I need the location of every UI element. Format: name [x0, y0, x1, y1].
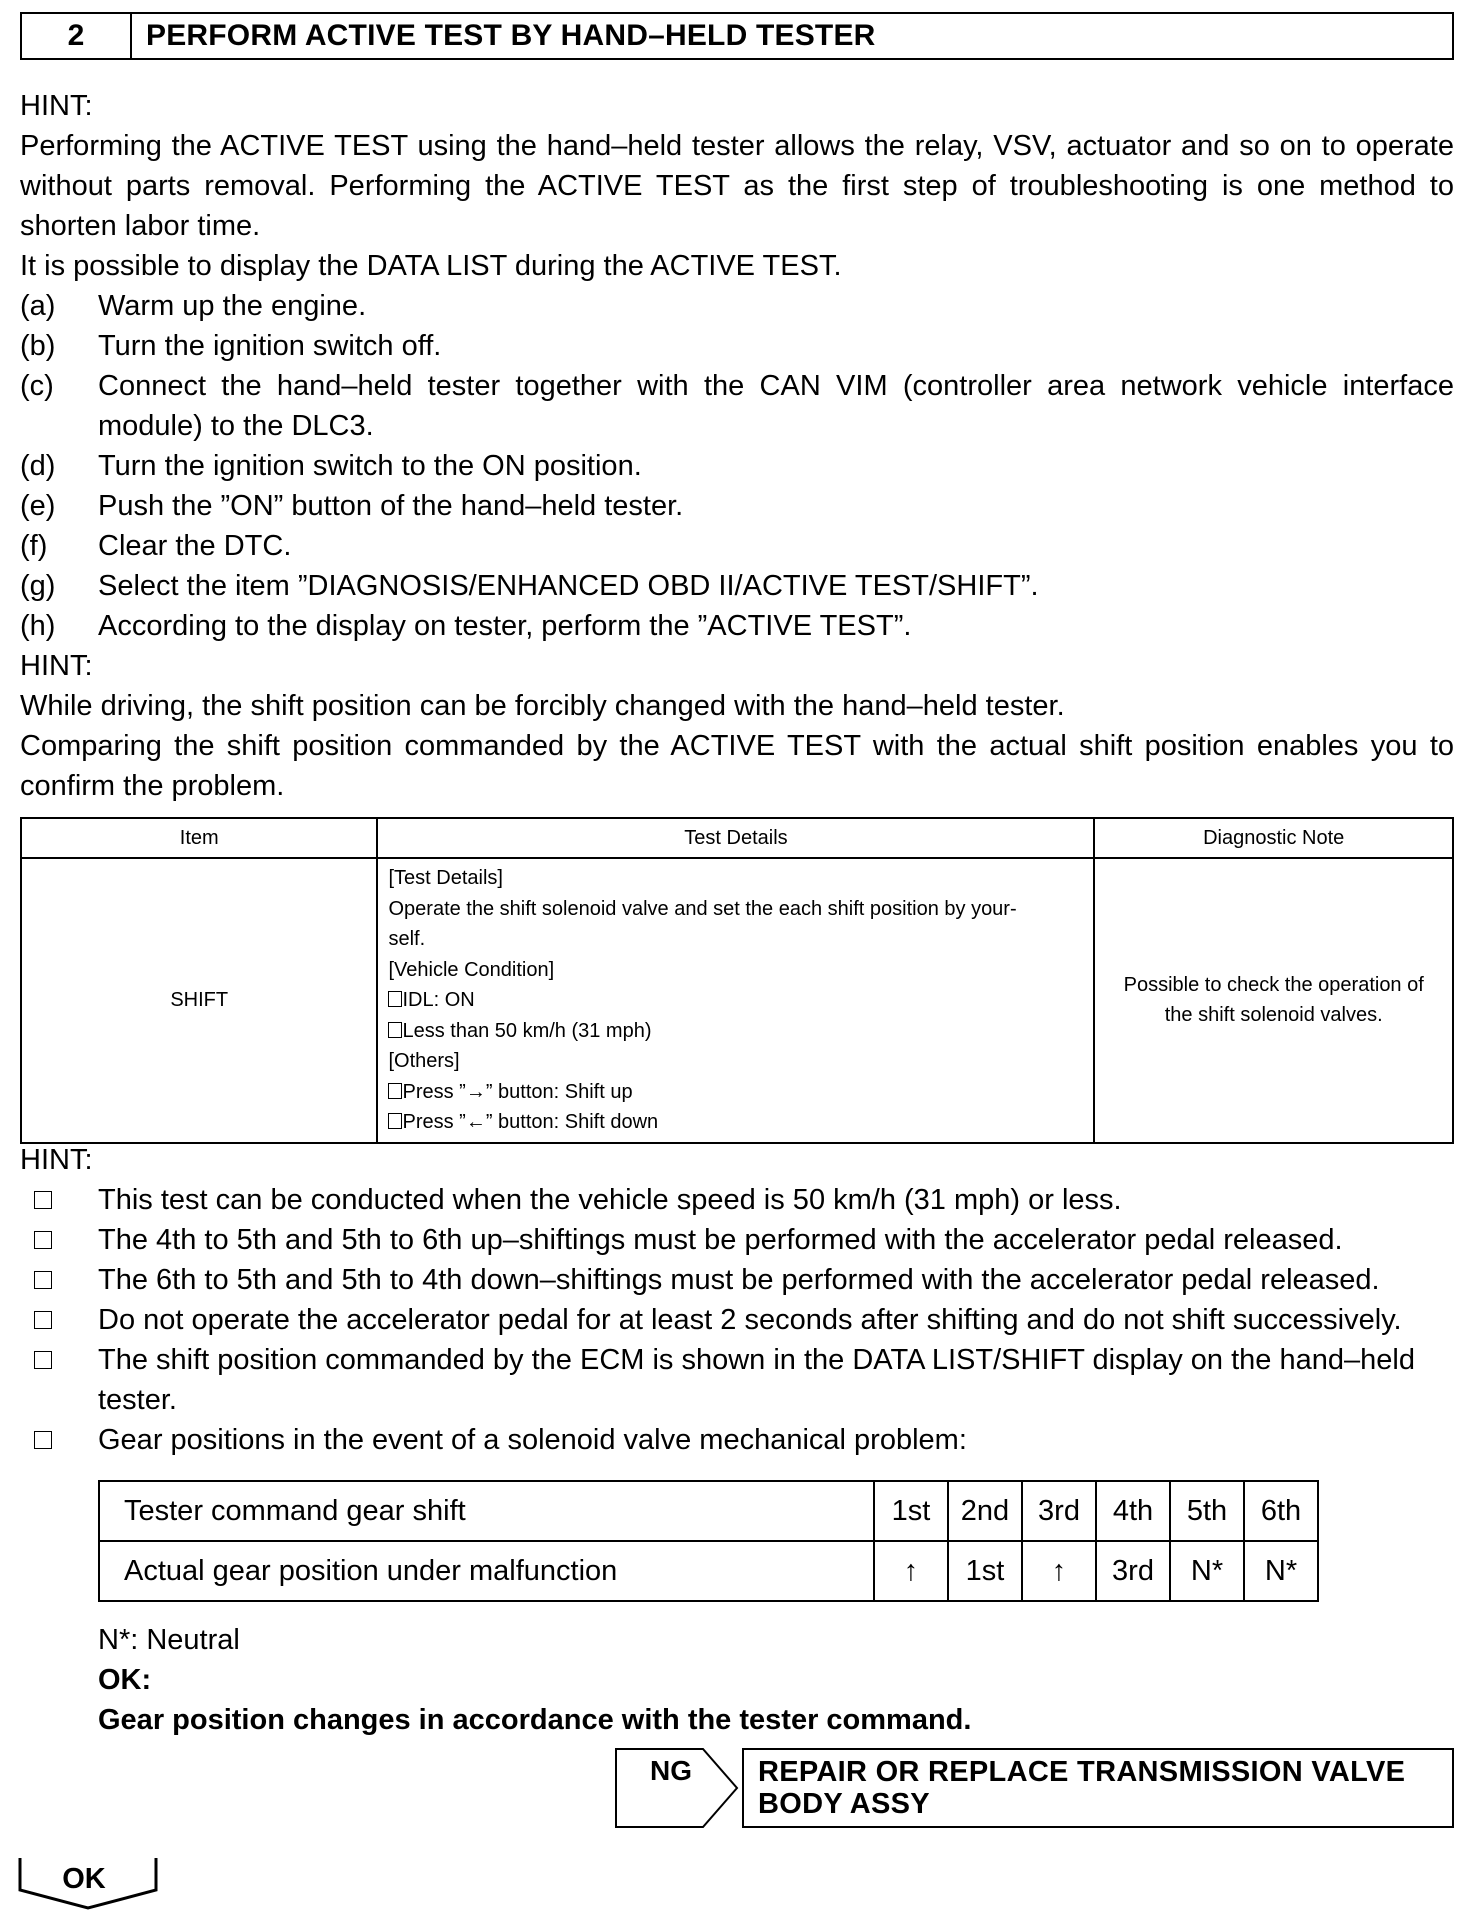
step-text: Warm up the engine.	[98, 290, 367, 322]
detail-line: self.	[388, 928, 426, 950]
gear-cell: 3rd	[1022, 1481, 1096, 1541]
detail-line: [Test Details]	[388, 867, 503, 889]
detail-line	[388, 1016, 1083, 1047]
active-test-table	[20, 817, 1454, 1144]
bullet-box-icon	[388, 1083, 402, 1099]
table-row	[21, 858, 1453, 1143]
step-title: PERFORM ACTIVE TEST BY HAND–HELD TESTER	[146, 19, 876, 52]
detail-text: Press ”→” button: Shift up	[402, 1080, 633, 1103]
step-label: (a)	[20, 290, 56, 322]
column-header: Test Details	[377, 818, 1094, 858]
gear-cell: 1st	[874, 1481, 948, 1541]
list-item	[20, 1220, 1454, 1260]
ok-criteria: Gear position changes in accordance with the tester command.	[98, 1704, 972, 1736]
checkbox-bullet-icon	[20, 1300, 98, 1340]
step-text: Push the ”ON” button of the hand–held tester.	[98, 490, 684, 522]
detail-line: [Others]	[388, 1050, 460, 1072]
detail-line: [Vehicle Condition]	[388, 958, 555, 981]
step-label: (b)	[20, 330, 56, 362]
detail-line	[388, 1107, 1083, 1138]
step-header	[20, 12, 1454, 60]
gear-cell: ↑	[1022, 1541, 1096, 1601]
bullet-box-icon	[388, 1022, 402, 1038]
gear-cell: ↑	[874, 1541, 948, 1601]
ok-tab-icon	[18, 1856, 158, 1912]
step-label: (c)	[20, 370, 54, 402]
step-text: Connect the hand–held tester together with the CAN VIM (controller area network vehicle interface module) to the DLC3.	[98, 370, 1454, 442]
test-details-cell	[377, 858, 1094, 1143]
step-label: (d)	[20, 450, 56, 482]
hint-text: The 4th to 5th and 5th to 6th up–shiftings must be performed with the accelerator pedal released.	[98, 1224, 1343, 1256]
item-cell: SHIFT	[21, 858, 377, 1143]
bullet-box-icon	[388, 991, 402, 1007]
gear-cell: 2nd	[948, 1481, 1022, 1541]
step-text: Select the item ”DIAGNOSIS/ENHANCED OBD II/ACTIVE TEST/SHIFT”.	[98, 570, 1039, 602]
detail-text: IDL: ON	[402, 989, 475, 1011]
gear-cell: 5th	[1170, 1481, 1244, 1541]
step-text: Clear the DTC.	[98, 530, 292, 562]
list-item	[20, 1260, 1454, 1300]
row-header: Tester command gear shift	[99, 1481, 874, 1541]
gear-cell: 6th	[1244, 1481, 1318, 1541]
checkbox-bullet-icon	[20, 1260, 98, 1300]
bullet-box-icon	[388, 1113, 402, 1129]
intro-paragraph: It is possible to display the DATA LIST during the ACTIVE TEST.	[20, 250, 842, 282]
row-header: Actual gear position under malfunction	[99, 1541, 874, 1601]
checkbox-bullet-icon	[20, 1340, 98, 1420]
list-item	[20, 1300, 1454, 1340]
gear-cell: N*	[1170, 1541, 1244, 1601]
gear-position-table	[98, 1480, 1319, 1602]
neutral-note: N*: Neutral	[98, 1624, 240, 1656]
hint-text: This test can be conducted when the vehicle speed is 50 km/h (31 mph) or less.	[98, 1184, 1122, 1216]
list-item	[20, 526, 1454, 566]
list-item	[20, 286, 1454, 326]
hint-text: The 6th to 5th and 5th to 4th down–shiftings must be performed with the accelerator pedal released.	[98, 1264, 1380, 1296]
list-item	[20, 1180, 1454, 1220]
list-item	[20, 566, 1454, 606]
list-item	[20, 446, 1454, 486]
checkbox-bullet-icon	[20, 1420, 98, 1460]
step-label: (h)	[20, 610, 56, 642]
gear-cell: 1st	[948, 1541, 1022, 1601]
hint-label: HINT:	[20, 650, 93, 682]
intro-section	[20, 86, 1454, 806]
detail-text: Press ”←” button: Shift down	[402, 1111, 659, 1133]
step-text: Turn the ignition switch off.	[98, 330, 442, 362]
checkbox-bullet-icon	[20, 1220, 98, 1260]
hint-text: Gear positions in the event of a solenoid valve mechanical problem:	[98, 1424, 967, 1456]
diagnostic-note-cell: Possible to check the operation of the shift solenoid valves.	[1094, 858, 1453, 1143]
step-label: (g)	[20, 570, 56, 602]
ok-label: OK:	[98, 1664, 152, 1696]
gear-cell: N*	[1244, 1541, 1318, 1601]
gear-cell: 3rd	[1096, 1541, 1170, 1601]
hint-text: The shift position commanded by the ECM is shown in the DATA LIST/SHIFT display on the hand–held tester.	[98, 1344, 1415, 1416]
detail-text: Less than 50 km/h (31 mph)	[402, 1019, 652, 1042]
ng-action-box: REPAIR OR REPLACE TRANSMISSION VALVE BODY ASSY	[742, 1748, 1454, 1828]
table-header-row	[21, 818, 1453, 858]
table-row	[99, 1481, 1318, 1541]
procedure-steps	[20, 286, 1454, 646]
list-item	[20, 486, 1454, 526]
result-section	[98, 1620, 1454, 1740]
list-item	[20, 606, 1454, 646]
detail-line	[388, 1077, 1083, 1108]
table-row	[99, 1541, 1318, 1601]
step-text: According to the display on tester, perform the ”ACTIVE TEST”.	[98, 610, 912, 642]
hint-label: HINT:	[20, 1144, 93, 1176]
step-text: Turn the ignition switch to the ON position.	[98, 450, 642, 482]
hint-text: Do not operate the accelerator pedal for at least 2 seconds after shifting and do not shift successively.	[98, 1304, 1402, 1336]
list-item	[20, 326, 1454, 366]
hint-paragraph: Comparing the shift position commanded by the ACTIVE TEST with the actual shift position enables you to confirm the problem.	[20, 730, 1454, 802]
checkbox-bullet-icon	[20, 1180, 98, 1220]
ng-label: NG	[650, 1755, 692, 1786]
column-header: Item	[21, 818, 377, 858]
ok-tab-label: OK	[62, 1863, 106, 1895]
detail-line	[388, 985, 1083, 1016]
hint-section	[20, 1140, 1454, 1460]
intro-paragraph: Performing the ACTIVE TEST using the hand–held tester allows the relay, VSV, actuator and so on to operate without parts removal. Performing the ACTIVE TEST as the first step of troubleshooting is one method to shorten labor time.	[20, 130, 1454, 242]
column-header: Diagnostic Note	[1094, 818, 1453, 858]
ng-arrow-icon	[615, 1748, 739, 1828]
gear-cell: 4th	[1096, 1481, 1170, 1541]
step-label: (e)	[20, 490, 56, 522]
hint-label: HINT:	[20, 90, 93, 122]
list-item	[20, 1340, 1454, 1420]
detail-line: Operate the shift solenoid valve and set the each shift position by your-	[388, 897, 1017, 920]
step-label: (f)	[20, 530, 48, 562]
hint-paragraph: While driving, the shift position can be forcibly changed with the hand–held tester.	[20, 690, 1065, 722]
step-number: 2	[22, 14, 132, 58]
list-item	[20, 1420, 1454, 1460]
hint-bullets	[20, 1180, 1454, 1460]
list-item	[20, 366, 1454, 446]
